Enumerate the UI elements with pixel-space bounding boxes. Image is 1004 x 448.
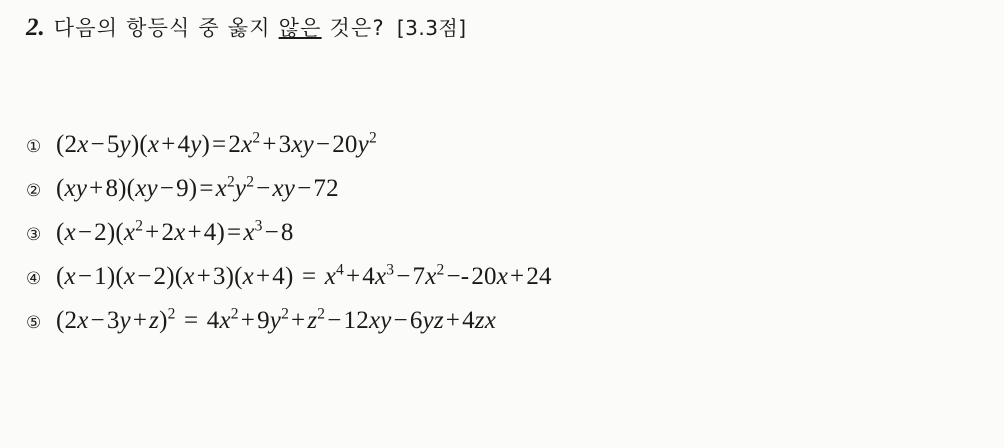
question-number: 2.	[26, 14, 45, 41]
choice-expression: $(2x-3y+z)^2 = 4x^2+9y^2+z^2-12xy-6yz+4zx$	[56, 305, 497, 334]
question-stem-part1: 다음의 항등식 중 옳지	[53, 16, 279, 40]
question-stem-part2: 것은?	[321, 16, 385, 40]
choice-expression: $(x-1)(x-2)(x+3)(x+4) = x^4+4x^3-7x^2--20x+24$	[56, 261, 552, 290]
choice-list	[26, 128, 976, 348]
choice-marker: ①	[26, 137, 42, 157]
choice-item[interactable]	[26, 172, 976, 216]
choice-marker: ③	[26, 225, 42, 245]
choice-marker: ④	[26, 269, 42, 289]
choice-expression: $(x-2)(x^2+2x+4)=x^3-8$	[56, 217, 294, 246]
choice-item[interactable]	[26, 304, 976, 348]
choice-expression: $(2x-5y)(x+4y)=2x^2+3xy-20y^2$	[56, 129, 377, 158]
choice-item[interactable]	[26, 216, 976, 260]
choice-item[interactable]	[26, 260, 976, 304]
choice-item[interactable]	[26, 128, 976, 172]
question-score: [3.3점]	[396, 16, 467, 40]
choice-marker: ⑤	[26, 313, 42, 333]
choice-expression: $(xy+8)(xy-9)=x^2y^2-xy-72$	[56, 173, 339, 202]
choice-marker: ②	[26, 181, 42, 201]
question-stem-negation: 않은	[278, 16, 322, 40]
question-stem	[54, 12, 385, 42]
question-header	[26, 12, 467, 42]
